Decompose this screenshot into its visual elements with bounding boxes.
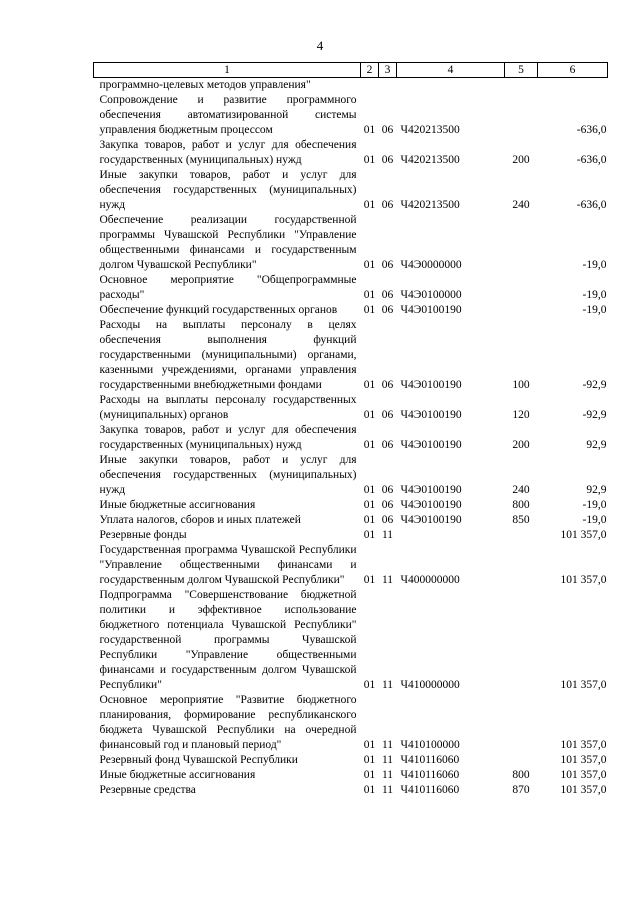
table-row: [94, 213, 608, 273]
row-section: 01: [363, 484, 376, 496]
row-name: Расходы на выплаты персоналу в целях обеспечения выполнения функций государственными (муниципальными) органами, казенными учреждениями, органами управления государственными внебюджетными фондами: [99, 319, 357, 391]
row-expense-type: 100: [512, 379, 530, 391]
table-row: [94, 318, 608, 393]
row-subsection: 06: [381, 379, 394, 391]
row-target-code: [397, 528, 505, 543]
row-expense-type: 870: [512, 784, 530, 796]
row-name: Иные закупки товаров, работ и услуг для обеспечения государственных (муниципальных) нужд: [99, 454, 357, 496]
row-expense-type: 200: [512, 154, 530, 166]
row-expense-type: [505, 303, 538, 318]
row-target-code: Ч410000000: [400, 679, 460, 691]
row-expense-type: [505, 528, 538, 543]
row-amount: -636,0: [576, 199, 607, 211]
row-expense-type: [505, 213, 538, 273]
row-name: Резервные средства: [99, 784, 196, 796]
row-section: 01: [363, 304, 376, 316]
row-section: 01: [363, 769, 376, 781]
row-section: 01: [363, 259, 376, 271]
row-amount: 101 357,0: [560, 739, 607, 751]
row-expense-type: 240: [512, 199, 530, 211]
table-row: [94, 273, 608, 303]
row-amount: -19,0: [582, 259, 607, 271]
row-amount: 101 357,0: [560, 784, 607, 796]
budget-table: [93, 62, 608, 798]
row-target-code: Ч400000000: [400, 574, 460, 586]
table-row: [94, 588, 608, 693]
row-subsection: 06: [381, 289, 394, 301]
row-subsection: 06: [381, 484, 394, 496]
row-amount: -19,0: [582, 304, 607, 316]
row-section: 01: [363, 199, 376, 211]
row-subsection: 11: [381, 739, 394, 751]
row-amount: 92,9: [586, 484, 607, 496]
row-name: Обеспечение реализации государственной программы Чувашской Республики "Управление общественными финансами и государственным долгом Чувашской Республики": [99, 214, 357, 271]
table-body: [94, 78, 608, 799]
row-section: 01: [363, 784, 376, 796]
table-row: [94, 138, 608, 168]
row-amount: -636,0: [576, 154, 607, 166]
row-name: Государственная программа Чувашской Республики "Управление общественными финансами и государственным долгом Чувашской Республики": [99, 544, 357, 586]
row-subsection: 06: [381, 409, 394, 421]
row-target-code: Ч4Э0100190: [400, 304, 462, 316]
row-amount: -19,0: [582, 499, 607, 511]
row-amount: 101 357,0: [560, 679, 607, 691]
row-section: 01: [363, 154, 376, 166]
row-name: Иные закупки товаров, работ и услуг для обеспечения государственных (муниципальных) нужд: [99, 169, 357, 211]
row-name: Основное мероприятие "Развитие бюджетного планирования, формирование республиканского бюджета Чувашской Республики на очередной финансовый год и плановый период": [99, 694, 357, 751]
row-expense-type: 800: [512, 769, 530, 781]
row-subsection: 06: [381, 514, 394, 526]
row-name: Расходы на выплаты персоналу государственных (муниципальных) органов: [99, 394, 357, 421]
row-expense-type: [505, 273, 538, 303]
row-target-code: Ч4Э0100000: [400, 289, 462, 301]
row-subsection: 06: [381, 304, 394, 316]
row-subsection: 11: [381, 574, 394, 586]
row-subsection: 11: [381, 679, 394, 691]
row-name: Резервный фонд Чувашской Республики: [99, 754, 298, 766]
row-amount: 101 357,0: [560, 769, 607, 781]
row-name: Закупка товаров, работ и услуг для обеспечения государственных (муниципальных) нужд: [99, 424, 357, 451]
row-target-code: Ч4Э0100190: [400, 439, 462, 451]
row-section: 01: [363, 739, 376, 751]
row-subsection: 11: [381, 529, 394, 541]
row-section: 01: [363, 124, 376, 136]
row-expense-type: 120: [512, 409, 530, 421]
header-col-6: 6: [538, 63, 608, 78]
row-expense-type: 800: [512, 499, 530, 511]
row-target-code: Ч4Э0000000: [400, 259, 462, 271]
row-name: Уплата налогов, сборов и иных платежей: [99, 514, 301, 526]
row-expense-type: [505, 543, 538, 588]
row-expense-type: [505, 93, 538, 138]
row-subsection: 06: [381, 124, 394, 136]
row-target-code: Ч4Э0100190: [400, 484, 462, 496]
table-row: [94, 513, 608, 528]
row-target-code: Ч410116060: [400, 769, 460, 781]
row-target-code: Ч420213500: [400, 199, 460, 211]
row-target-code: [397, 78, 505, 94]
row-section: 01: [363, 379, 376, 391]
row-section: [361, 78, 379, 94]
page-number: 4: [316, 38, 324, 53]
row-subsection: 06: [381, 259, 394, 271]
row-expense-type: 200: [512, 439, 530, 451]
row-section: 01: [363, 499, 376, 511]
table-row: [94, 78, 608, 94]
table-row: [94, 303, 608, 318]
row-subsection: 11: [381, 784, 394, 796]
header-col-3: 3: [379, 63, 397, 78]
row-amount: -92,9: [582, 379, 607, 391]
row-amount: 101 357,0: [560, 754, 607, 766]
header-col-1: 1: [94, 63, 361, 78]
row-section: 01: [363, 754, 376, 766]
table-row: [94, 528, 608, 543]
row-target-code: Ч410116060: [400, 754, 460, 766]
row-name: Закупка товаров, работ и услуг для обеспечения государственных (муниципальных) нужд: [99, 139, 357, 166]
row-amount: [538, 78, 608, 94]
table-header: [94, 63, 608, 78]
table-row: [94, 783, 608, 798]
row-subsection: 11: [381, 754, 394, 766]
header-col-4: 4: [397, 63, 505, 78]
row-section: 01: [363, 439, 376, 451]
row-section: 01: [363, 289, 376, 301]
row-name: Обеспечение функций государственных органов: [99, 304, 338, 316]
row-amount: -19,0: [582, 514, 607, 526]
row-section: 01: [363, 529, 376, 541]
table-row: [94, 693, 608, 753]
row-section: 01: [363, 574, 376, 586]
row-name: программно-целевых методов управления": [99, 79, 311, 91]
row-subsection: 11: [381, 769, 394, 781]
row-expense-type: [505, 693, 538, 753]
row-subsection: 06: [381, 199, 394, 211]
row-target-code: Ч410116060: [400, 784, 460, 796]
row-section: 01: [363, 514, 376, 526]
header-col-2: 2: [361, 63, 379, 78]
row-amount: -19,0: [582, 289, 607, 301]
row-amount: -636,0: [576, 124, 607, 136]
row-section: 01: [363, 679, 376, 691]
table-row: [94, 498, 608, 513]
table-row: [94, 423, 608, 453]
row-name: Подпрограмма "Совершенствование бюджетной политики и эффективное использование бюджетного потенциала Чувашской Республики" государственной программы Чувашской Республики "Управление общественными финансами и государственным долгом Чувашской Республики": [99, 589, 357, 691]
table-row: [94, 93, 608, 138]
row-target-code: Ч4Э0100190: [400, 379, 462, 391]
table-row: [94, 768, 608, 783]
table-row: [94, 753, 608, 768]
row-amount: 92,9: [586, 439, 607, 451]
header-col-5: 5: [505, 63, 538, 78]
row-subsection: 06: [381, 439, 394, 451]
row-name: Основное мероприятие "Общепрограммные расходы": [99, 274, 357, 301]
row-amount: 101 357,0: [560, 574, 607, 586]
row-name: Иные бюджетные ассигнования: [99, 499, 256, 511]
row-expense-type: [505, 78, 538, 94]
table-row: [94, 168, 608, 213]
row-amount: -92,9: [582, 409, 607, 421]
row-subsection: 06: [381, 499, 394, 511]
row-expense-type: 240: [512, 484, 530, 496]
row-target-code: Ч4Э0100190: [400, 499, 462, 511]
table-row: [94, 453, 608, 498]
row-amount: 101 357,0: [560, 529, 607, 541]
table-row: [94, 393, 608, 423]
row-section: 01: [363, 409, 376, 421]
row-name: Сопровождение и развитие программного обеспечения автоматизированной системы управления бюджетным процессом: [99, 94, 357, 136]
row-subsection: [379, 78, 397, 94]
row-target-code: Ч420213500: [400, 154, 460, 166]
row-target-code: Ч410100000: [400, 739, 460, 751]
row-target-code: Ч4Э0100190: [400, 514, 462, 526]
row-name: Резервные фонды: [99, 529, 187, 541]
row-expense-type: [505, 588, 538, 693]
row-target-code: Ч420213500: [400, 124, 460, 136]
row-expense-type: 850: [512, 514, 530, 526]
row-expense-type: [505, 753, 538, 768]
row-subsection: 06: [381, 154, 394, 166]
row-target-code: Ч4Э0100190: [400, 409, 462, 421]
table-row: [94, 543, 608, 588]
row-name: Иные бюджетные ассигнования: [99, 769, 256, 781]
